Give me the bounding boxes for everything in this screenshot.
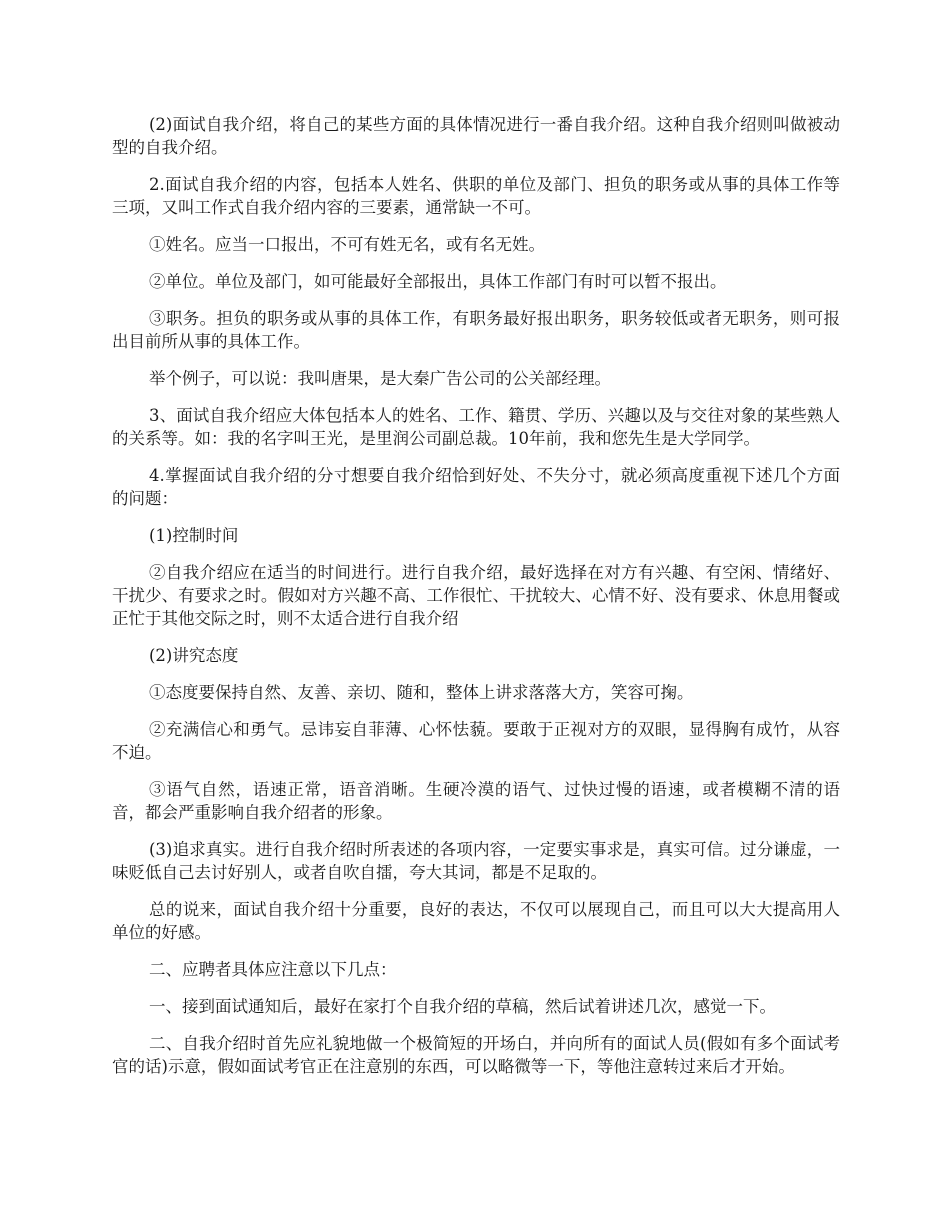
paragraph-19: 二、自我介绍时首先应礼貌地做一个极简短的开场白，并向所有的面试人员(假如有多个面试考官的话)示意，假如面试考官正在注意别的东西，可以略微等一下，等他注意转过来后才开始。 xyxy=(112,1034,840,1076)
paragraph-11: (2)讲究态度 xyxy=(149,646,239,665)
paragraph-18: 一、接到面试通知后，最好在家打个自我介绍的草稿，然后试着讲述几次，感觉一下。 xyxy=(149,997,776,1016)
paragraph-17: 二、应聘者具体应注意以下几点： xyxy=(149,960,397,979)
paragraph-7: 3、面试自我介绍应大体包括本人的姓名、工作、籍贯、学历、兴趣以及与交往对象的某些熟人的关系等。如：我的名字叫王光，是里润公司副总裁。10年前，我和您先生是大学同学。 xyxy=(112,406,840,448)
paragraph-8: 4.掌握面试自我介绍的分寸想要自我介绍恰到好处、不失分寸，就必须高度重视下述几个方面的问题： xyxy=(112,466,840,508)
paragraph-13: ②充满信心和勇气。忌讳妄自菲薄、心怀怯藐。要敢于正视对方的双眼，显得胸有成竹，从容不迫。 xyxy=(112,720,840,762)
paragraph-5: ③职务。担负的职务或从事的具体工作，有职务最好报出职务，职务较低或者无职务，则可报出目前所从事的具体工作。 xyxy=(112,309,840,351)
paragraph-12: ①态度要保持自然、友善、亲切、随和，整体上讲求落落大方，笑容可掬。 xyxy=(149,683,694,702)
paragraph-2: 2.面试自我介绍的内容，包括本人姓名、供职的单位及部门、担负的职务或从事的具体工作等三项，又叫工作式自我介绍内容的三要素，通常缺一不可。 xyxy=(112,175,840,217)
paragraph-4: ②单位。单位及部门，如可能最好全部报出，具体工作部门有时可以暂不报出。 xyxy=(149,272,727,291)
paragraph-6: 举个例子，可以说：我叫唐果，是大秦广告公司的公关部经理。 xyxy=(149,369,611,388)
paragraph-15: (3)追求真实。进行自我介绍时所表述的各项内容，一定要实事求是，真实可信。过分谦虚，一味贬低自己去讨好别人，或者自吹自擂，夸大其词，都是不足取的。 xyxy=(112,840,840,882)
paragraph-14: ③语气自然，语速正常，语音消晰。生硬冷漠的语气、过快过慢的语速，或者模糊不清的语音，都会严重影响自我介绍者的形象。 xyxy=(112,780,840,822)
paragraph-10: ②自我介绍应在适当的时间进行。进行自我介绍，最好选择在对方有兴趣、有空闲、情绪好、干扰少、有要求之时。假如对方兴趣不高、工作很忙、干扰较大、心情不好、没有要求、休息用餐或正忙于其他交际之时，则不太适合进行自我介绍 xyxy=(112,563,840,628)
document-body xyxy=(112,113,840,1092)
paragraph-1: (2)面试自我介绍，将自己的某些方面的具体情况进行一番自我介绍。这种自我介绍则叫做被动型的自我介绍。 xyxy=(112,115,840,157)
paragraph-3: ①姓名。应当一口报出，不可有姓无名，或有名无姓。 xyxy=(149,235,545,254)
paragraph-9: (1)控制时间 xyxy=(149,526,239,545)
paragraph-16: 总的说来，面试自我介绍十分重要，良好的表达，不仅可以展现自己，而且可以大大提高用人单位的好感。 xyxy=(112,900,840,942)
